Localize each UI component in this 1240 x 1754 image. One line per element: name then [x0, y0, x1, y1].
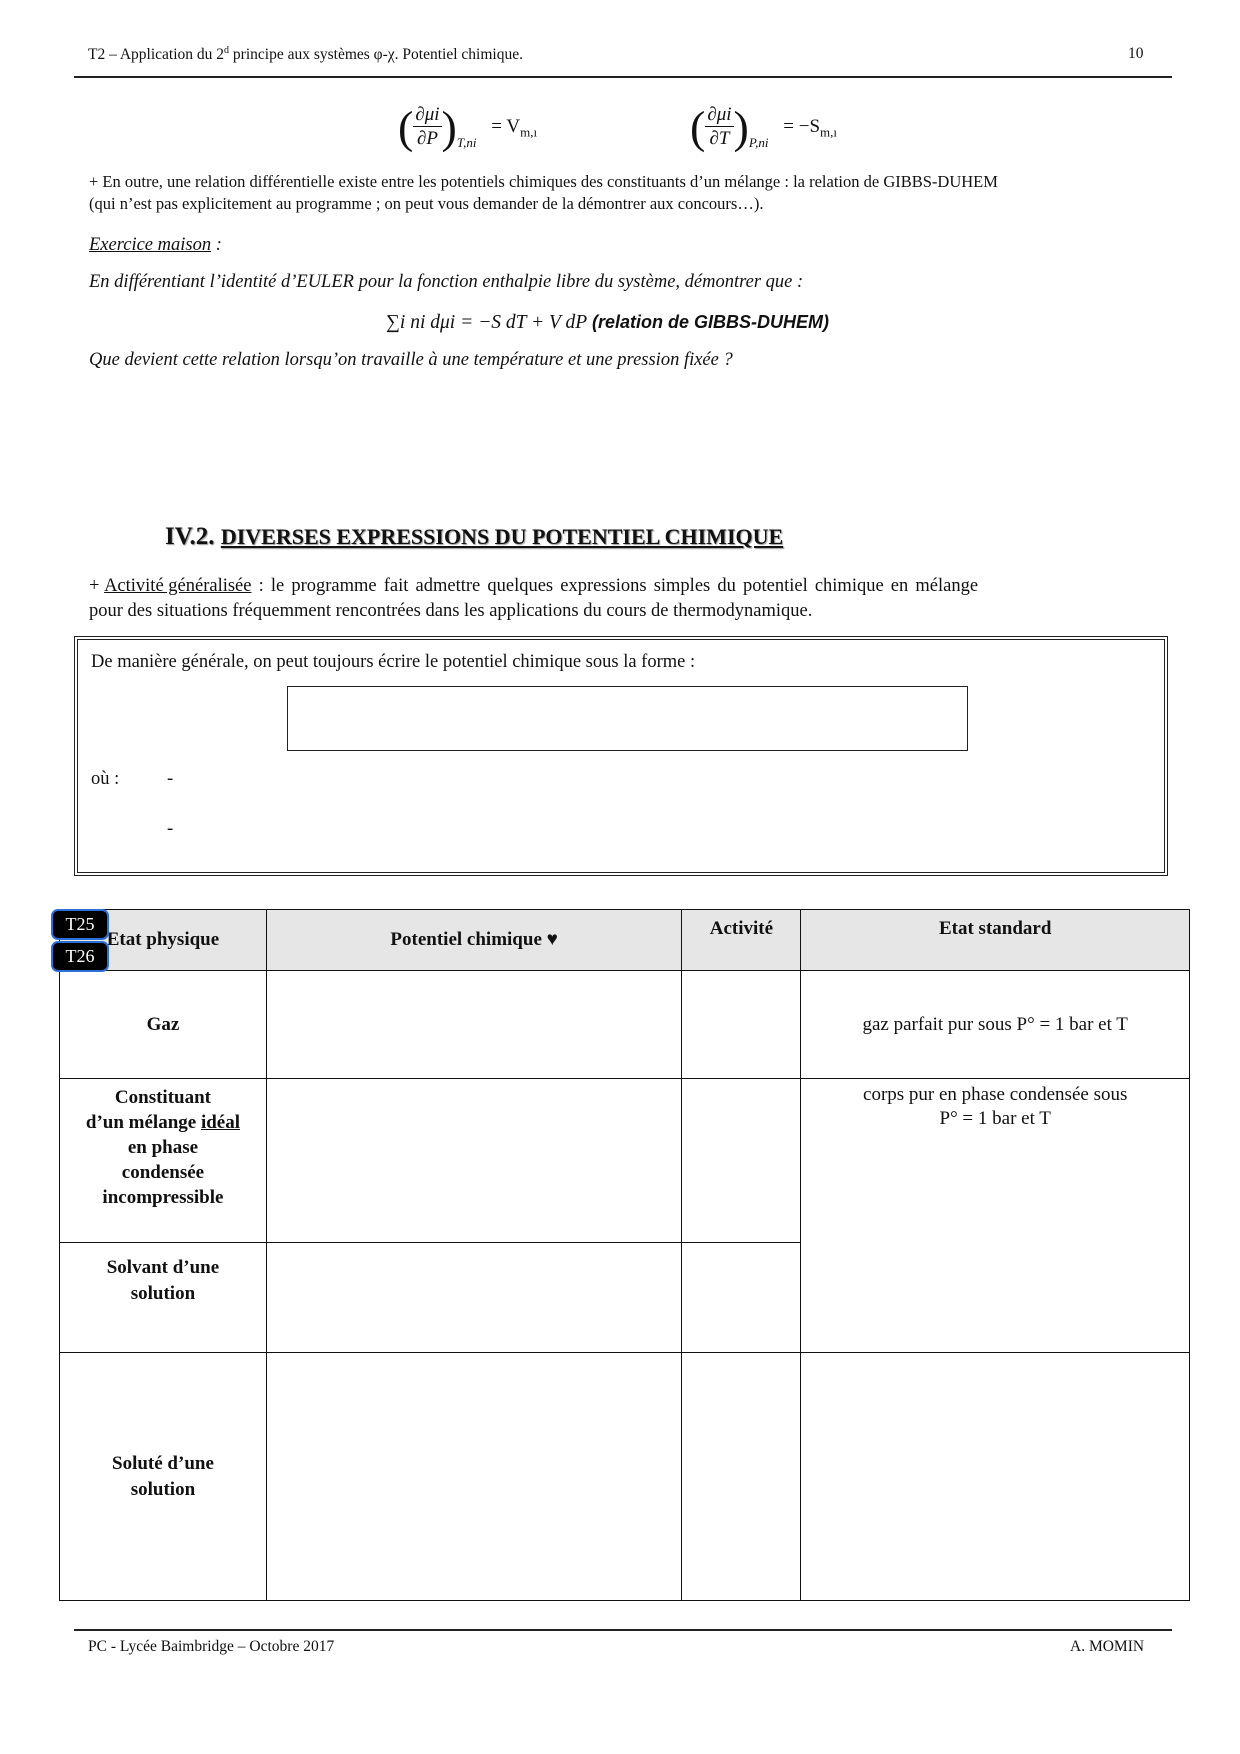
- tag-t26[interactable]: T26: [53, 943, 107, 970]
- eq2-denominator: ∂T: [709, 128, 730, 149]
- gibbs-duhem-formula: [386, 310, 829, 335]
- eq2-rhs: = −S: [783, 115, 821, 137]
- table-row: [60, 971, 1190, 1079]
- para2-line2: pour des situations fréquemment rencontrées dans les applications du cours de thermodynamique.: [89, 601, 813, 621]
- header-title-prefix: T2 – Application du 2: [88, 46, 225, 64]
- section-number: IV.2.: [165, 523, 215, 550]
- formula-body: ∑i ni dμi = −S dT + V dP: [386, 312, 588, 333]
- para1-line1: + En outre, une relation différentielle existe entre les potentiels chimiques des constituants d’un mélange : la relation de GIBBS-DUHEM: [89, 172, 998, 191]
- eq1-denominator: ∂P: [416, 128, 438, 149]
- eq2-rhs-sub: m,ı: [820, 124, 837, 140]
- footer-left: PC - Lycée Baimbridge – Octobre 2017: [88, 1638, 335, 1655]
- row-solute-label: Soluté d’une solution: [60, 1353, 267, 1601]
- cell-melange-activity[interactable]: [682, 1079, 801, 1243]
- section-heading: [165, 523, 783, 551]
- page-header: [88, 45, 523, 64]
- answer-field[interactable]: [287, 686, 968, 751]
- tag-t25[interactable]: T25: [53, 911, 107, 938]
- equation-dmu-dp: ( $\frac{\partial\mu i}{\partial P}$ )$_{T,ni} = V_{m,ı}$: [398, 101, 538, 153]
- bullet-dash-2: -: [167, 819, 174, 839]
- cell-solvant-potential[interactable]: [266, 1243, 682, 1353]
- page-number: 10: [1128, 45, 1144, 62]
- table-row: [60, 1353, 1190, 1601]
- table-header-row: [60, 910, 1190, 971]
- header-etat-physique: Etat physique: [60, 910, 267, 971]
- paragraph-activite: + Activité généralisée : le programme fait admettre quelques expressions simples du potentiel chimique en mélange pour des situations fréquemment rencontrées dans les applications du cours de thermodynamique.: [89, 574, 1152, 624]
- exercise-label: Exercice maison :: [89, 235, 222, 255]
- table-row: [60, 1079, 1190, 1243]
- eq1-subscript: T,ni: [456, 134, 477, 150]
- cell-gaz-standard: gaz parfait pur sous P° = 1 bar et T: [801, 971, 1190, 1079]
- cell-solute-standard[interactable]: [801, 1353, 1190, 1601]
- footer-right: A. MOMIN: [1070, 1638, 1145, 1655]
- header-rule: [74, 76, 1172, 78]
- header-title-suffix: principe aux systèmes φ-χ. Potentiel chimique.: [229, 46, 523, 64]
- cell-condensed-standard: corps pur en phase condensée sous P° = 1 bar et T: [801, 1079, 1190, 1353]
- row-gaz-label: Gaz: [60, 971, 267, 1079]
- para1-line2: (qui n’est pas explicitement au programme ; on peut vous demander de la démontrer aux concours…).: [89, 194, 764, 213]
- ou-label: où :: [91, 769, 120, 789]
- box-intro: De manière générale, on peut toujours écrire le potentiel chimique sous la forme :: [91, 652, 696, 672]
- cell-solute-potential[interactable]: [266, 1353, 682, 1601]
- bullet-dash-1: -: [167, 769, 174, 789]
- header-potentiel-chimique: Potentiel chimique ♥: [266, 910, 682, 971]
- equation-dmu-dt: ( $\frac{\partial\mu i}{\partial T}$ )$_{P,ni} = -S_{m,ı}$: [690, 101, 837, 153]
- cell-gaz-activity[interactable]: [682, 971, 801, 1079]
- header-title-sup: d: [224, 45, 230, 56]
- cell-gaz-potential[interactable]: [266, 971, 682, 1079]
- section-title: DIVERSES EXPRESSIONS DU POTENTIEL CHIMIQUE: [220, 524, 784, 549]
- row-solvant-label: Solvant d’une solution: [60, 1243, 267, 1353]
- eq2-numerator: ∂μi: [707, 104, 732, 125]
- eq1-rhs-sub: m,ı: [520, 124, 538, 140]
- exercise-label-text: Exercice maison: [89, 235, 212, 255]
- eq1-numerator: ∂μi: [415, 104, 440, 125]
- general-expression-box: [74, 636, 1168, 876]
- formula-note: (relation de GIBBS-DUHEM): [592, 312, 830, 332]
- header-etat-standard: Etat standard: [801, 910, 1190, 971]
- cell-solvant-activity[interactable]: [682, 1243, 801, 1353]
- exercise-statement: En différentiant l’identité d’EULER pour la fonction enthalpie libre du système, démontrer que :: [89, 272, 804, 292]
- cell-melange-potential[interactable]: [266, 1079, 682, 1243]
- footer-rule: [74, 1629, 1172, 1631]
- exercise-question: Que devient cette relation lorsqu’on travaille à une température et une pression fixée ?: [89, 350, 733, 370]
- cell-solute-activity[interactable]: [682, 1353, 801, 1601]
- chemical-potential-table: [59, 909, 1190, 1601]
- header-activite: Activité: [682, 910, 801, 971]
- eq2-subscript: P,ni: [748, 134, 769, 150]
- eq1-rhs: = V: [491, 115, 521, 137]
- row-melange-label: Constituant d’un mélange idéal en phase condensée incompressible: [60, 1079, 267, 1243]
- paragraph-gibbs-duhem-intro: [89, 171, 1169, 215]
- term-activite-generalisee: Activité généralisée: [104, 576, 252, 596]
